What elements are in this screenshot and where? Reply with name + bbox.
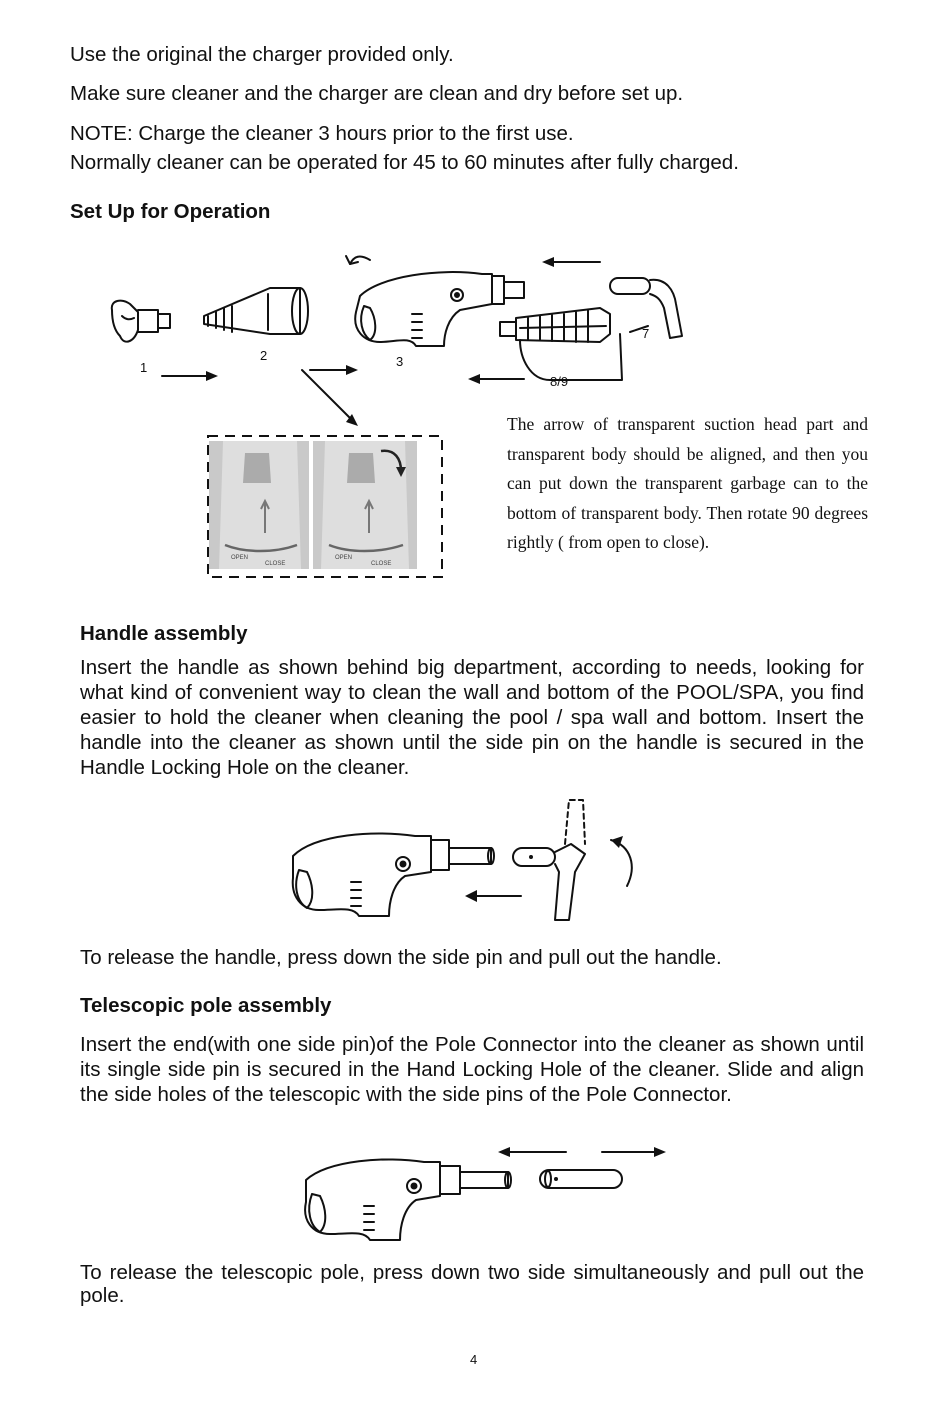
pole-body: Insert the end(with one side pin)of the Pole Connector into the cleaner as shown until its single side pin is secured in the Hand Locking Hole of the cleaner. Slide and align the side holes of the telescopic with the side pins of the Pole Connector. (80, 1033, 864, 1106)
intro-clean-dry-line: Make sure cleaner and the charger are clean and dry before set up. (70, 82, 684, 105)
label-3: 3 (396, 354, 404, 369)
pole-heading: Telescopic pole assembly (80, 994, 332, 1017)
handle-release: To release the handle, press down the side pin and pull out the handle. (80, 946, 722, 969)
note-runtime-line: Normally cleaner can be operated for 45 to 60 minutes after fully charged. (70, 151, 739, 174)
pole-assembly-diagram (300, 1140, 670, 1250)
label-8-9: 8/9 (550, 374, 569, 389)
setup-heading: Set Up for Operation (70, 200, 271, 223)
svg-text:OPEN: OPEN (231, 555, 249, 561)
svg-text:CLOSE: CLOSE (265, 561, 286, 567)
label-1: 1 (140, 360, 148, 375)
pole-release: To release the telescopic pole, press down two side simultaneously and pull out the pole. (80, 1261, 864, 1307)
open-close-photos (205, 433, 445, 581)
part-89-filter (500, 308, 622, 380)
setup-exploded-diagram (100, 238, 700, 433)
handle-body: Insert the handle as shown behind big department, according to needs, looking for what kind of convenient way to clean the wall and bottom of the POOL/SPA, you find easier to hold the cleaner when cleaning the pool / spa wall and bottom. Insert the handle into the cleaner as shown until the side pin on the handle is secured in the Handle Locking Hole on the cleaner. (80, 656, 864, 779)
handle-assembly-diagram (285, 790, 645, 930)
svg-text:CLOSE: CLOSE (371, 561, 392, 567)
handle-heading: Handle assembly (80, 622, 248, 645)
photo-open (209, 441, 309, 569)
setup-description: The arrow of transparent suction head part and transparent body should be aligned, and then you can put down the transparent garbage can to the bottom of transparent body. Then rotate 90 degrees rightly ( from open to close). (507, 414, 868, 552)
svg-text:OPEN: OPEN (335, 555, 353, 561)
note-charge-line: NOTE: Charge the cleaner 3 hours prior to the first use. (70, 122, 574, 145)
part-1-nozzle (112, 301, 170, 342)
intro-charger-line: Use the original the charger provided only. (70, 43, 454, 66)
page-number: 4 (470, 1352, 478, 1367)
photo-close (313, 441, 417, 569)
label-7: 7 (642, 326, 650, 341)
part-2-suction-head (204, 288, 308, 334)
part-3-body (346, 256, 524, 346)
label-2: 2 (260, 348, 268, 363)
